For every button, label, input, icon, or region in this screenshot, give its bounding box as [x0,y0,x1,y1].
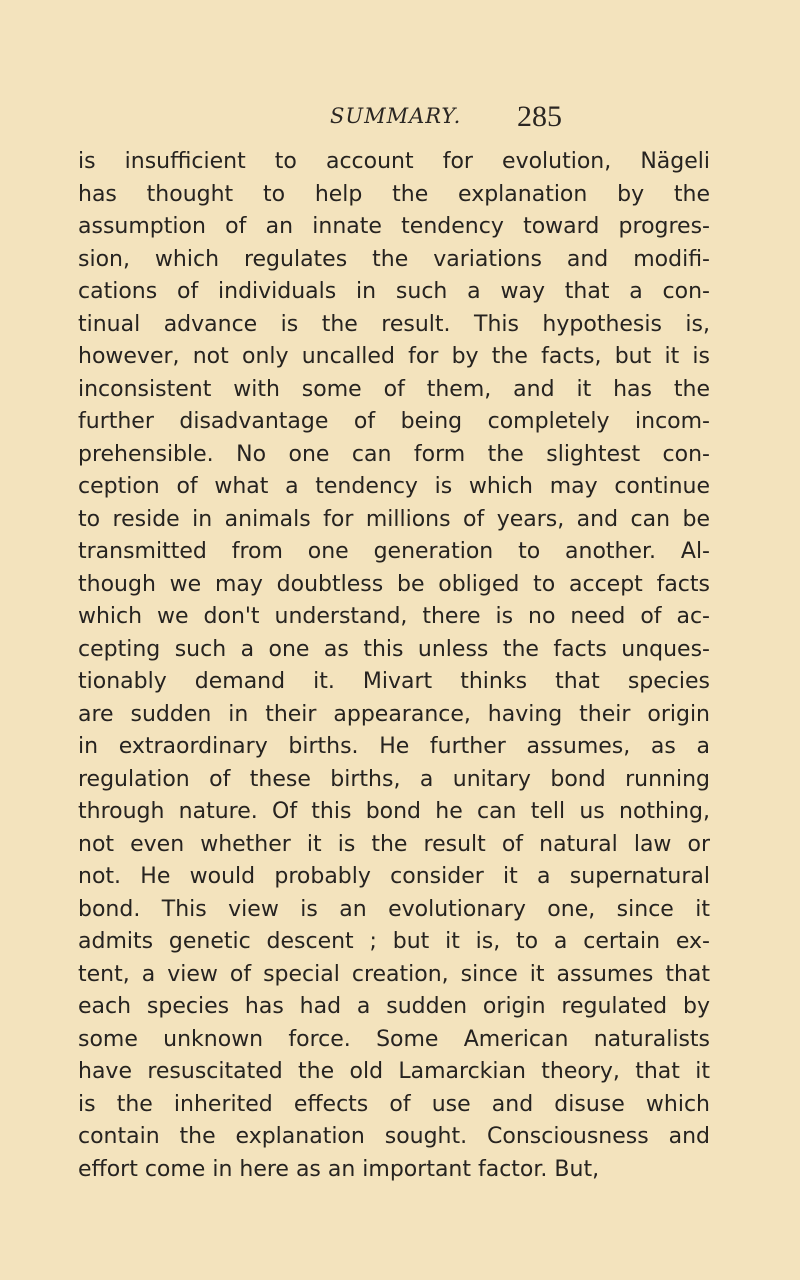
running-head-title: SUMMARY. [330,104,462,128]
text-line: transmitted from one generation to another. Al- [78,539,710,564]
text-line: cepting such a one as this unless the facts unques- [78,636,710,662]
text-line: have resuscitated the old Lamarckian theory, that it [78,1059,710,1084]
text-line: to reside in animals for millions of years, and can be [78,506,710,532]
text-line: cations of individuals in such a way that a con- [78,279,710,304]
text-line: sion, which regulates the variations and modifi- [78,246,710,272]
text-line: however, not only uncalled for by the facts, but it is [78,344,710,369]
text-line: is the inherited effects of use and disuse which [78,1091,710,1117]
text-line: though we may doubtless be obliged to accept facts [78,571,710,597]
text-line: is insufficient to account for evolution, Nägeli [78,149,710,174]
text-line: not. He would probably consider it a supernatural [78,864,710,889]
text-line: tinual advance is the result. This hypothesis is, [78,311,710,337]
text-line: regulation of these births, a unitary bond running [78,766,710,792]
text-line: has thought to help the explanation by the [78,181,710,207]
text-line: through nature. Of this bond he can tell us nothing, [78,799,710,824]
text-line: inconsistent with some of them, and it has the [78,376,710,402]
body-paragraph [78,146,710,1186]
page-number: 285 [517,100,562,133]
text-line: not even whether it is the result of natural law or [78,831,710,857]
text-line: tionably demand it. Mivart thinks that species [78,669,710,694]
text-line: tent, a view of special creation, since it assumes that [78,961,710,987]
text-line: assumption of an innate tendency toward progres- [78,214,710,239]
text-line: each species has had a sudden origin regulated by [78,994,710,1019]
running-head [0,100,800,144]
text-line: which we don't understand, there is no need of ac- [78,604,710,629]
text-line: are sudden in their appearance, having their origin [78,701,710,727]
text-line: effort come in here as an important factor. But, [78,1156,600,1182]
text-line: admits genetic descent ; but it is, to a certain ex- [78,929,710,954]
text-line: contain the explanation sought. Consciousness and [78,1124,710,1149]
text-line: bond. This view is an evolutionary one, since it [78,896,710,922]
text-line: ception of what a tendency is which may continue [78,474,710,499]
text-line: prehensible. No one can form the slightest con- [78,441,710,467]
text-line: further disadvantage of being completely incom- [78,409,710,434]
text-line: some unknown force. Some American naturalists [78,1026,710,1052]
text-line: in extraordinary births. He further assumes, as a [78,734,710,759]
